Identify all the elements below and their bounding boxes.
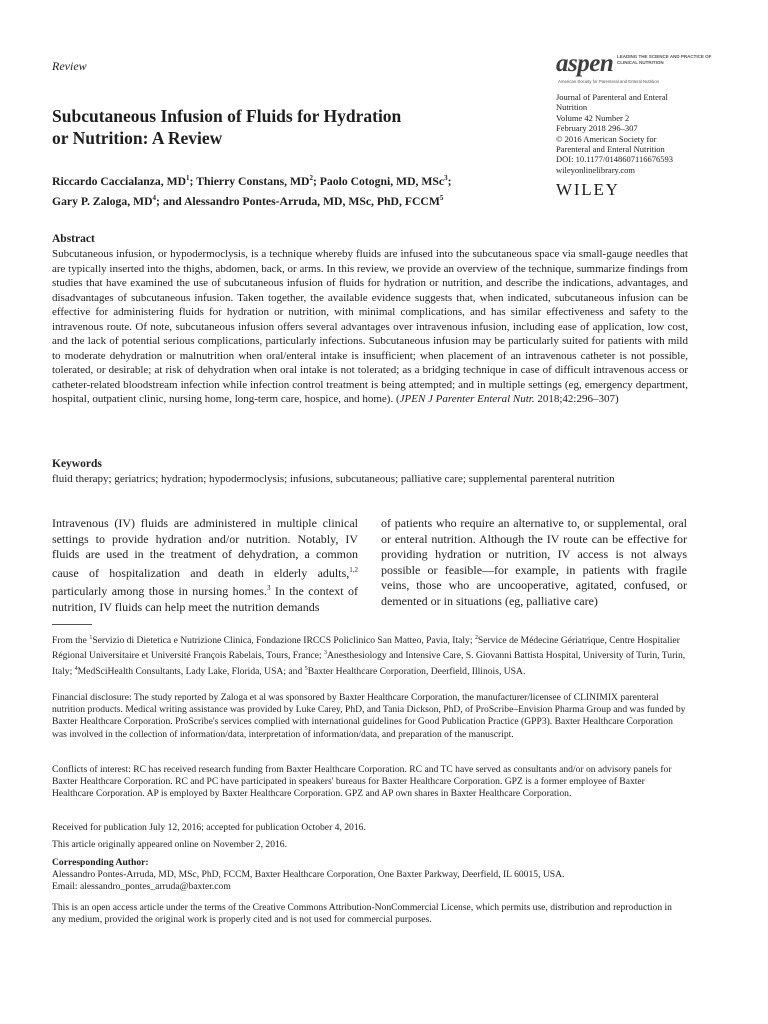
logo-word: aspen xyxy=(556,50,614,77)
corresponding-author xyxy=(52,857,688,894)
corresponding-address: Alessandro Pontes-Arruda, MD, MSc, PhD, FCCM, Baxter Healthcare Corporation, One Baxter Parkway, Deerfield, IL 60015, USA. xyxy=(52,869,565,881)
author-name: ; Thierry Constans, MD xyxy=(189,174,310,188)
abstract-heading: Abstract xyxy=(52,233,95,245)
journal-line: Journal of Parenteral and Enteral xyxy=(556,92,668,102)
journal-line: Parenteral and Enteral Nutrition xyxy=(556,144,665,155)
footnote-text: From the xyxy=(52,635,90,647)
journal-line: February 2018 296–307 xyxy=(556,123,638,134)
affiliation-sup: 1 xyxy=(186,174,190,182)
affiliation-sup: 2 xyxy=(474,635,478,641)
author-list xyxy=(52,170,532,210)
affiliation-sup: 3 xyxy=(444,174,448,182)
author-name: ; Paolo Cotogni, MD, MSc xyxy=(312,174,445,188)
author-name: Gary P. Zaloga, MD xyxy=(52,194,153,208)
body-text: particularly among those in nursing homes. xyxy=(52,584,267,598)
body-column-right: of patients who require an alternative to, or supplemental, oral or enteral nutrition. Although the IV route can be effective for providing hydration or nutrition, IV access is not always possible or feasible—for example, in patients with fragile veins, those who are uncooperative, agitated, confused, or demented or in situations (eg, palliative care) xyxy=(381,516,687,608)
reference-sup: 1,2 xyxy=(349,565,358,574)
footnote-text: Servizio di Dietetica e Nutrizione Clinica, Fondazione IRCCS Policlinico San Matteo, Pavia, Italy; xyxy=(92,635,475,647)
logo-tagline: LEADING THE SCIENCE AND PRACTICE OF CLINICAL NUTRITION xyxy=(617,54,712,65)
online-date: This article originally appeared online on November 2, 2016. xyxy=(52,839,287,850)
footnote-text: Service de Médecine Gériatrique, Centre Hospitalier Régional Universitaire et Université François Rabelais, Tours, France; xyxy=(52,635,680,662)
section-label: Review xyxy=(52,59,87,73)
footnote-text: Baxter Healthcare Corporation, Deerfield, Illinois, USA. xyxy=(307,665,526,677)
footnote-divider xyxy=(52,624,92,625)
conflicts-of-interest: Conflicts of interest: RC has received research funding from Baxter Healthcare Corporation. RC and TC have served as consultants and/or on advisory panels for Baxter Healthcare Corporation. RC and PC have participated in speakers' bureaus for Baxter Healthcare Corporation. GPZ is a former employee of Baxter Healthcare Corporation. AP is employed by Baxter Healthcare Corporation. GPZ and AP own shares in Baxter Healthcare Corporation. xyxy=(52,764,672,800)
journal-line: Nutrition xyxy=(556,102,588,113)
doi-link[interactable]: DOI: 10.1177/0148607116676593 xyxy=(556,154,673,165)
financial-disclosure: Financial disclosure: The study reported by Zaloga et al was sponsored by Baxter Healthcare Corporation, the manufacturer/licensee of CLINIMIX parenteral nutrition products. Medical writing assistance was provided by Luke Carey, PhD, and Tania Dickson, PhD, of ProScribe–Envision Pharma Group and was funded by Baxter Healthcare Corporation. ProScribe's services complied with international guidelines for Good Publication Practice (GPP3). Baxter Healthcare Corporation was involved in the collection of information/data, interpretation of information/data, and preparation of the manuscript. xyxy=(52,692,686,740)
corresponding-heading: Corresponding Author: xyxy=(52,857,149,868)
license-note: This is an open access article under the terms of the Creative Commons Attribution-NonCommercial License, which permits use, distribution and reproduction in any medium, provided the original work is properly cited and is not used for commercial purposes. xyxy=(52,902,672,926)
corresponding-email[interactable]: Email: alessandro_pontes_arruda@baxter.com xyxy=(52,881,231,893)
footnote-text: MedSciHealth Consultants, Lady Lake, Florida, USA; and xyxy=(77,665,305,677)
citation-details: 2018;42:296–307) xyxy=(534,393,619,405)
author-line xyxy=(52,190,532,210)
affiliation-sup: 2 xyxy=(309,174,313,182)
logo-subline: American Society for Parenteral and Enteral Nutrition xyxy=(558,79,660,84)
title-line: or Nutrition: A Review xyxy=(52,128,223,148)
title-line: Subcutaneous Infusion of Fluids for Hydration xyxy=(52,106,402,126)
abstract-body: Subcutaneous infusion, or hypodermoclysis, is a technique whereby fluids are infused into the subcutaneous space via small-gauge needles that are typically inserted into the thighs, abdomen, back, or arms. In this review, we provide an overview of the technique, summarize findings from studies that have examined the use of subcutaneous infusion of fluids for hydration or nutrition, and describe the indications, advantages, and disadvantages of subcutaneous infusion. Taken together, the available evidence suggests that, when indicated, subcutaneous infusion can be effective for administering fluids for hydration or nutrition, with minimal complications, and has similar effectiveness and safety to the intravenous route. Of note, subcutaneous infusion offers several advantages over intravenous infusion, including ease of application, low cost, and the lack of potential serious complications, particularly infections. Subcutaneous infusion may be particularly suited for patients with mild to moderate dehydration or malnutrition when oral/enteral intake is insufficient; when placement of an intravenous catheter is not possible, tolerated, or desirable; at risk of dehydration when oral intake is not tolerated; as a bridging technique in case of difficult intravenous access or catheter-related bloodstream infection while infection control treatment is being attempted; and in multiple settings (eg, emergency department, hospital, outpatient clinic, nursing home, long-term care, hospice, and home). ( xyxy=(52,248,688,405)
journal-line: © 2016 American Society for xyxy=(556,133,657,144)
publisher-logo: WILEY xyxy=(556,180,620,199)
body-text: In the context of nutrition, IV fluids can help meet the nutrition demands xyxy=(52,584,358,614)
affiliation-sup: 3 xyxy=(323,650,327,657)
body-text: Intravenous (IV) fluids are administered in multiple clinical settings to provide hydration and/or nutrition. Notably, IV fluids are used in the treatment of dehydration, a common cause of hospitalization and death in elderly adults, xyxy=(52,516,358,580)
article-title xyxy=(52,105,492,149)
affiliation-sup: 5 xyxy=(304,665,308,672)
received-dates: Received for publication July 12, 2016; accepted for publication October 4, 2016. xyxy=(52,822,366,833)
journal-line: Volume 42 Number 2 xyxy=(556,112,630,123)
footnote-text: Anesthesiology and Intensive Care, S. Giovanni Battista Hospital, University of Turin, Turin, Italy; xyxy=(52,650,686,677)
affiliation-sup: 4 xyxy=(152,193,157,202)
affiliations-footnote xyxy=(52,632,688,678)
abstract-text xyxy=(52,247,688,407)
affiliation-sup: 4 xyxy=(74,665,78,672)
author-line xyxy=(52,170,532,190)
website-link[interactable]: wileyonlinelibrary.com xyxy=(556,164,635,175)
keywords-list: fluid therapy; geriatrics; hydration; hypodermoclysis; infusions, subcutaneous; palliative care; supplemental parenteral nutrition xyxy=(52,473,615,485)
affiliation-sup: 1 xyxy=(89,635,93,641)
keywords-heading: Keywords xyxy=(52,458,102,470)
separator: ; xyxy=(447,174,452,188)
affiliation-sup: 5 xyxy=(439,193,444,202)
journal-info xyxy=(556,92,721,175)
author-name: Riccardo Caccialanza, MD xyxy=(52,174,187,188)
aspen-logo xyxy=(556,52,716,86)
citation-journal: JPEN J Parenter Enteral Nutr. xyxy=(399,393,535,405)
author-name: ; and Alessandro Pontes-Arruda, MD, MSc, PhD, FCCM xyxy=(156,194,440,208)
body-column-left xyxy=(52,516,358,615)
reference-sup: 3 xyxy=(266,584,271,592)
